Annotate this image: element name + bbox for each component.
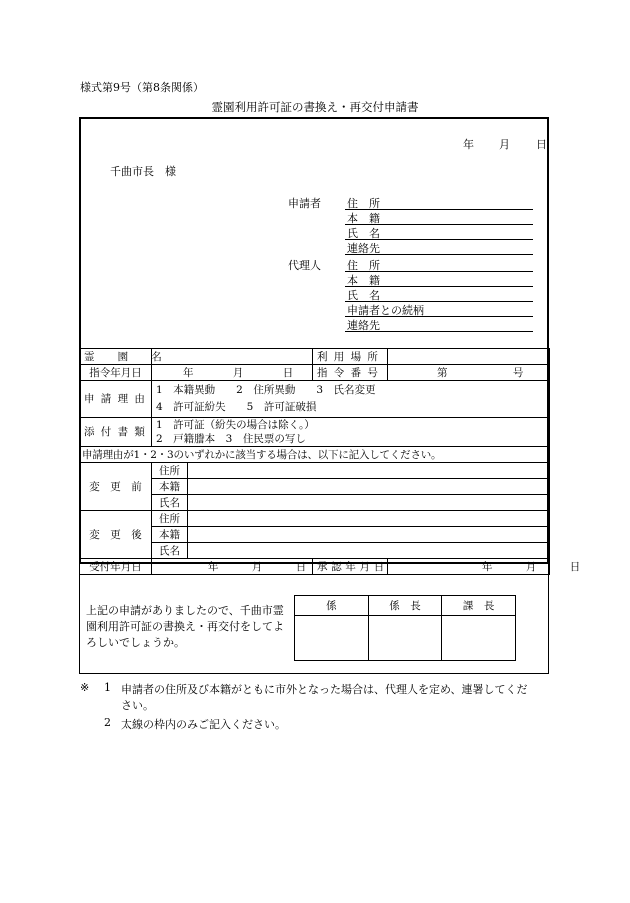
- date-month-label: 月: [499, 138, 510, 151]
- usage-place-cell[interactable]: [388, 349, 550, 365]
- before-domicile-cell[interactable]: [188, 479, 550, 495]
- approval-stamp-table: [294, 595, 516, 661]
- designation-month: 月: [232, 366, 244, 379]
- table-row: [80, 349, 550, 365]
- approval-year: 年: [482, 560, 493, 573]
- agent-contact-label: 連絡先: [347, 319, 380, 332]
- designation-number-label: 指令番号: [313, 365, 388, 381]
- after-change-label: 変 更 後: [80, 511, 152, 559]
- designation-day: 日: [282, 366, 294, 379]
- attachments-line1: 1 許可証（紛失の場合は除く。）: [156, 419, 315, 431]
- reason-options-line2: 4 許可証紛失 5 許可証破損: [156, 401, 317, 413]
- applicant-address-label: 住 所: [347, 197, 380, 210]
- agent-address-label: 住 所: [347, 259, 380, 272]
- agent-relationship-label: 申請者との続柄: [347, 304, 424, 317]
- table-row: [80, 365, 550, 381]
- office-notice: 上記の申請がありましたので、千曲市霊園利用許可証の書換え・再交付をしてよろしいでしょうか。: [86, 604, 284, 649]
- table-row: [80, 463, 550, 479]
- usage-place-label: 利用場所: [313, 349, 388, 365]
- footnote-2-number: 2: [104, 716, 111, 729]
- reason-label: 申請理由: [80, 381, 152, 418]
- agent-domicile-label: 本 籍: [347, 274, 380, 287]
- table-row: [80, 381, 550, 418]
- date-day-label: 日: [536, 138, 547, 151]
- applicant-contact-line[interactable]: [345, 254, 533, 255]
- agent-role-label: 代理人: [288, 259, 321, 272]
- designation-number-suffix: 号: [512, 366, 524, 379]
- approval-col-chief: 係 長: [368, 596, 442, 616]
- before-domicile-label: 本籍: [152, 479, 188, 495]
- received-month: 月: [251, 560, 263, 573]
- applicant-name-label: 氏 名: [347, 227, 380, 240]
- agent-contact-line[interactable]: [345, 331, 533, 332]
- after-domicile-label: 本籍: [152, 527, 188, 543]
- designation-year: 年: [183, 366, 194, 379]
- approval-stamp-manager[interactable]: [442, 616, 516, 661]
- approval-date-label: 承認年月日: [313, 559, 388, 575]
- attachments-line2: 2 戸籍謄本 3 住民票の写し: [156, 433, 306, 445]
- before-change-label: 変 更 前: [80, 463, 152, 511]
- footnote-mark: ※: [80, 681, 90, 694]
- form-number: 様式第9号（第8条関係）: [80, 81, 204, 94]
- table-row: [80, 418, 550, 447]
- designation-number-prefix: 第: [437, 366, 448, 379]
- instruction-text: 申請理由が1・2・3のいずれかに該当する場合は、以下に記入してください。: [80, 447, 550, 463]
- reason-cell[interactable]: [152, 381, 550, 418]
- application-table: [79, 348, 581, 575]
- applicant-role-label: 申請者: [288, 197, 321, 210]
- agent-name-label: 氏 名: [347, 289, 380, 302]
- after-name-cell[interactable]: [188, 543, 550, 559]
- designation-date-cell[interactable]: [152, 365, 313, 381]
- table-row: [80, 511, 550, 527]
- table-row: [80, 559, 550, 575]
- approval-day: 日: [569, 560, 581, 573]
- footnote-1-number: 1: [104, 681, 111, 694]
- designation-number-cell[interactable]: [388, 365, 550, 381]
- table-row: [80, 447, 550, 463]
- received-day: 日: [295, 560, 307, 573]
- received-date-cell: [152, 559, 313, 575]
- applicant-domicile-label: 本 籍: [347, 212, 380, 225]
- applicant-contact-label: 連絡先: [347, 242, 380, 255]
- table-row: [295, 616, 516, 661]
- attachments-label: 添付書類: [80, 418, 152, 447]
- after-domicile-cell[interactable]: [188, 527, 550, 543]
- designation-date-label: 指令年月日: [80, 365, 152, 381]
- approval-stamp-clerk[interactable]: [295, 616, 369, 661]
- approval-col-clerk: 係: [295, 596, 369, 616]
- approval-date-cell: [388, 559, 581, 575]
- received-date-label: 受付年月日: [80, 559, 152, 575]
- received-year: 年: [208, 560, 219, 573]
- before-name-label: 氏名: [152, 495, 188, 511]
- date-year-label: 年: [463, 138, 474, 151]
- attachments-cell[interactable]: [152, 418, 550, 447]
- approval-stamp-chief[interactable]: [368, 616, 442, 661]
- footnote-2-text: 太線の枠内のみご記入ください。: [121, 718, 286, 731]
- reason-options-line1: 1 本籍異動 2 住所異動 3 氏名変更: [156, 384, 376, 396]
- footnote-1-line1: 申請者の住所及び本籍がともに市外となった場合は、代理人を定め、連署してくだ: [121, 683, 528, 696]
- footnote-1-line2: さい。: [121, 699, 154, 712]
- addressee: 千曲市長 様: [110, 165, 176, 178]
- before-address-label: 住所: [152, 463, 188, 479]
- approval-month: 月: [525, 560, 537, 573]
- after-name-label: 氏名: [152, 543, 188, 559]
- table-row: [295, 596, 516, 616]
- after-address-cell[interactable]: [188, 511, 550, 527]
- before-name-cell[interactable]: [188, 495, 550, 511]
- approval-col-manager: 課 長: [442, 596, 516, 616]
- after-address-label: 住所: [152, 511, 188, 527]
- form-title: 霊園利用許可証の書換え・再交付申請書: [211, 100, 419, 114]
- before-address-cell[interactable]: [188, 463, 550, 479]
- cemetery-name-cell[interactable]: [152, 349, 313, 365]
- cemetery-name-label: 霊 園 名: [80, 349, 152, 365]
